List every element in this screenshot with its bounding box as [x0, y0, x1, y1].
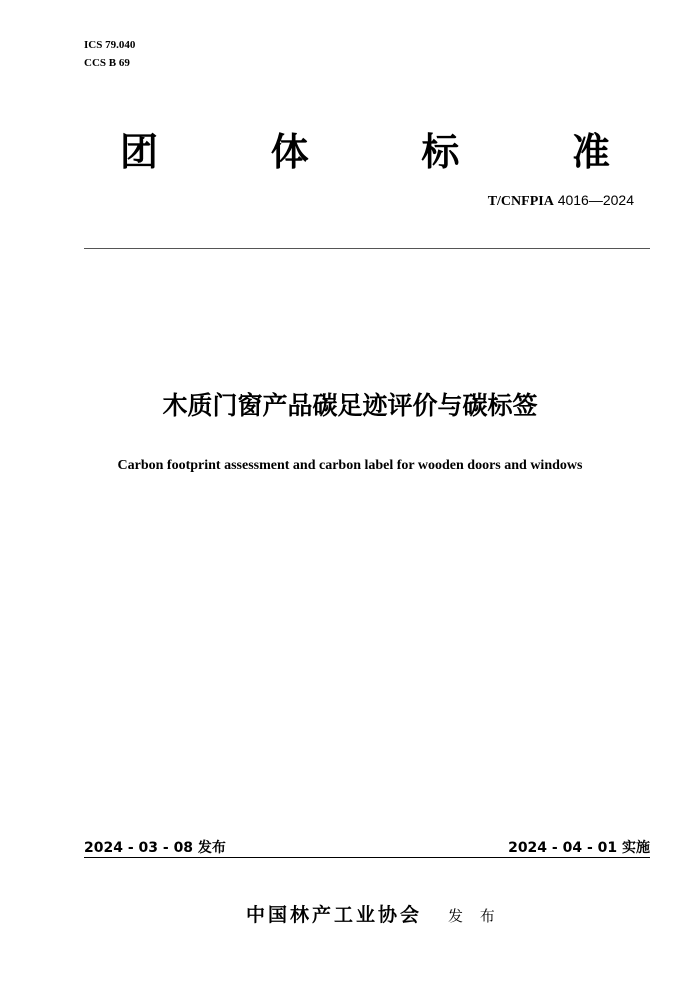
- publisher-line: [246, 900, 501, 927]
- publish-label: 发 布: [448, 907, 501, 925]
- standard-type-heading: [84, 128, 650, 176]
- implementation-date: 2024 - 04 - 01 实施: [508, 840, 650, 856]
- ics-code: ICS 79.040: [84, 39, 136, 51]
- ccs-code: CCS B 69: [84, 57, 130, 69]
- standard-type-char: 体: [270, 130, 309, 174]
- date-row: [84, 838, 650, 858]
- publisher-name: 中国林产工业协会: [246, 904, 423, 926]
- header-divider: [84, 248, 650, 249]
- standard-type-char: 准: [571, 130, 610, 174]
- classification-codes: [84, 36, 135, 72]
- footer-divider: [84, 857, 650, 858]
- standard-number: [488, 190, 634, 212]
- standard-type-char: 标: [421, 130, 460, 174]
- standard-type-char: 团: [120, 130, 159, 174]
- standard-number-code: 4016—2024: [553, 192, 634, 208]
- document-title-english: Carbon footprint assessment and carbon label for wooden doors and windows: [117, 458, 583, 473]
- release-date: 2024 - 03 - 08 发布: [84, 840, 226, 856]
- standard-number-prefix: T/CNFPIA: [487, 194, 554, 209]
- document-title-chinese: 木质门窗产品碳足迹评价与碳标签: [162, 391, 538, 420]
